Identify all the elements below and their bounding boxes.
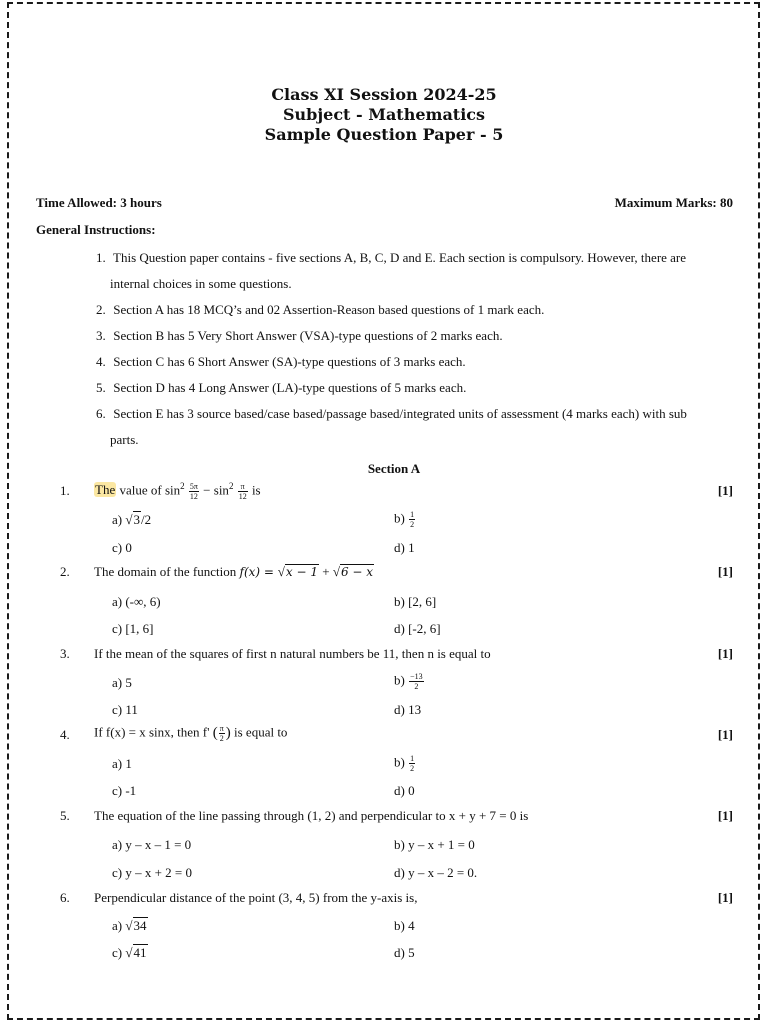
instruction-continuation: internal choices in some questions. — [110, 276, 292, 291]
question-number: 3. — [60, 646, 70, 661]
option-b: b) $\frac{1}{2}$ — [394, 510, 415, 529]
option-d: d) 0 — [394, 783, 415, 798]
question-marks: [1] — [717, 646, 733, 661]
question-text: The value of $\sin^2$ $\frac{5\pi}{12}$ − $\sin^2$ $\frac{\pi}{12}$ is — [95, 481, 261, 501]
option-b: b) 4 — [394, 918, 415, 933]
option-c: c) y – x + 2 = 0 — [112, 865, 193, 880]
instruction-number: 2. — [96, 302, 106, 317]
question-marks: [1] — [717, 890, 733, 905]
question-marks: [1] — [717, 727, 733, 742]
option-a: a) 1 — [112, 756, 132, 771]
option-b: b) y – x + 1 = 0 — [394, 837, 475, 852]
fraction: $\frac{5\pi}{12}$ — [189, 481, 198, 501]
option-d: d) y – x – 2 = 0. — [394, 865, 478, 880]
instruction-text: This Question paper contains - five sections A, B, C, D and E. Each section is compulsory. However, there are — [113, 250, 687, 265]
instruction-item — [96, 245, 716, 271]
general-instructions-heading: General Instructions: — [36, 222, 156, 237]
square-root: √3 — [125, 512, 140, 527]
paper-class-title: Class XI Session 2024-25 — [271, 85, 497, 104]
question-marks: [1] — [717, 564, 733, 579]
option-d: d) 1 — [394, 540, 415, 555]
instruction-continuation: parts. — [110, 432, 139, 447]
question-number: 6. — [60, 890, 70, 905]
option-a: a) √34 — [112, 918, 147, 933]
instruction-item — [96, 297, 716, 323]
option-a: a) 5 — [112, 675, 132, 690]
instruction-text: Section C has 6 Short Answer (SA)-type questions of 3 marks each. — [113, 354, 466, 369]
fraction: $\frac{\pi}{12}$ — [238, 481, 247, 501]
instruction-number: 6. — [96, 406, 106, 421]
option-d: d) 13 — [394, 702, 422, 717]
option-d: d) [-2, 6] — [394, 621, 441, 636]
fraction: $\frac{1}{2}$ — [410, 510, 415, 529]
instruction-number: 4. — [96, 354, 106, 369]
option-c: c) -1 — [112, 783, 137, 798]
instruction-number: 3. — [96, 328, 106, 343]
instruction-text: Section E has 3 source based/case based/passage based/integrated units of assessment (4 marks each) with sub — [113, 406, 687, 421]
maximum-marks: Maximum Marks: 80 — [614, 195, 733, 210]
question-marks: [1] — [717, 808, 733, 823]
option-c: c) √41 — [112, 945, 147, 960]
instruction-text: Section B has 5 Very Short Answer (VSA)-type questions of 2 marks each. — [113, 328, 503, 343]
instruction-item — [96, 401, 716, 427]
instruction-item — [96, 375, 716, 401]
section-a-heading: Section A — [367, 461, 421, 476]
question-number: 1. — [60, 483, 70, 498]
option-c: c) 11 — [112, 702, 138, 717]
option-b: b) $\frac{-13}{2}$ — [394, 672, 423, 691]
question-number: 5. — [60, 808, 70, 823]
question-number: 2. — [60, 564, 70, 579]
instructions-list — [96, 245, 716, 453]
question-number: 4. — [60, 727, 70, 742]
option-c: c) [1, 6] — [112, 621, 154, 636]
square-root: √34 — [125, 918, 147, 933]
question-text: The equation of the line passing through (1, 2) and perpendicular to x + y + 7 = 0 is — [94, 808, 529, 823]
paper-subject-title: Subject - Mathematics — [282, 105, 486, 124]
question-marks: [1] — [717, 483, 733, 498]
option-a: a) y – x – 1 = 0 — [112, 837, 192, 852]
fraction: $\frac{\pi}{2}$ — [219, 724, 224, 743]
question-text: If the mean of the squares of first n natural numbers be 11, then n is equal to — [94, 646, 491, 661]
option-a: a) √3/2 — [112, 512, 152, 527]
square-root: √41 — [125, 945, 147, 960]
instruction-number: 1. — [96, 250, 106, 265]
question-text: Perpendicular distance of the point (3, 4, 5) from the y-axis is, — [94, 890, 418, 905]
instruction-item — [96, 323, 716, 349]
paper-name-title: Sample Question Paper - 5 — [264, 125, 504, 144]
fraction: $\frac{-13}{2}$ — [410, 672, 423, 691]
instruction-text: Section D has 4 Long Answer (LA)-type questions of 5 marks each. — [113, 380, 467, 395]
question-text: If f(x) = x sinx, then f' ( $\frac{\pi}{2}$ ) is equal to — [94, 724, 288, 743]
option-b: b) [2, 6] — [394, 594, 437, 609]
time-allowed: Time Allowed: 3 hours — [36, 195, 162, 210]
square-root: √x − 1 — [277, 564, 318, 579]
option-d: d) 5 — [394, 945, 415, 960]
highlighted-word: The — [95, 482, 116, 498]
fraction: $\frac{1}{2}$ — [410, 754, 415, 773]
option-c: c) 0 — [112, 540, 132, 555]
question-text: The domain of the function f(x) = √x − 1 + √6 − x — [94, 564, 374, 579]
instruction-number: 5. — [96, 380, 106, 395]
option-b: b) $\frac{1}{2}$ — [394, 754, 415, 773]
instruction-item — [96, 349, 716, 375]
square-root: √6 − x — [332, 564, 374, 579]
option-a: a) (-∞, 6) — [112, 594, 161, 609]
instruction-text: Section A has 18 MCQ’s and 02 Assertion-Reason based questions of 1 mark each. — [113, 302, 545, 317]
